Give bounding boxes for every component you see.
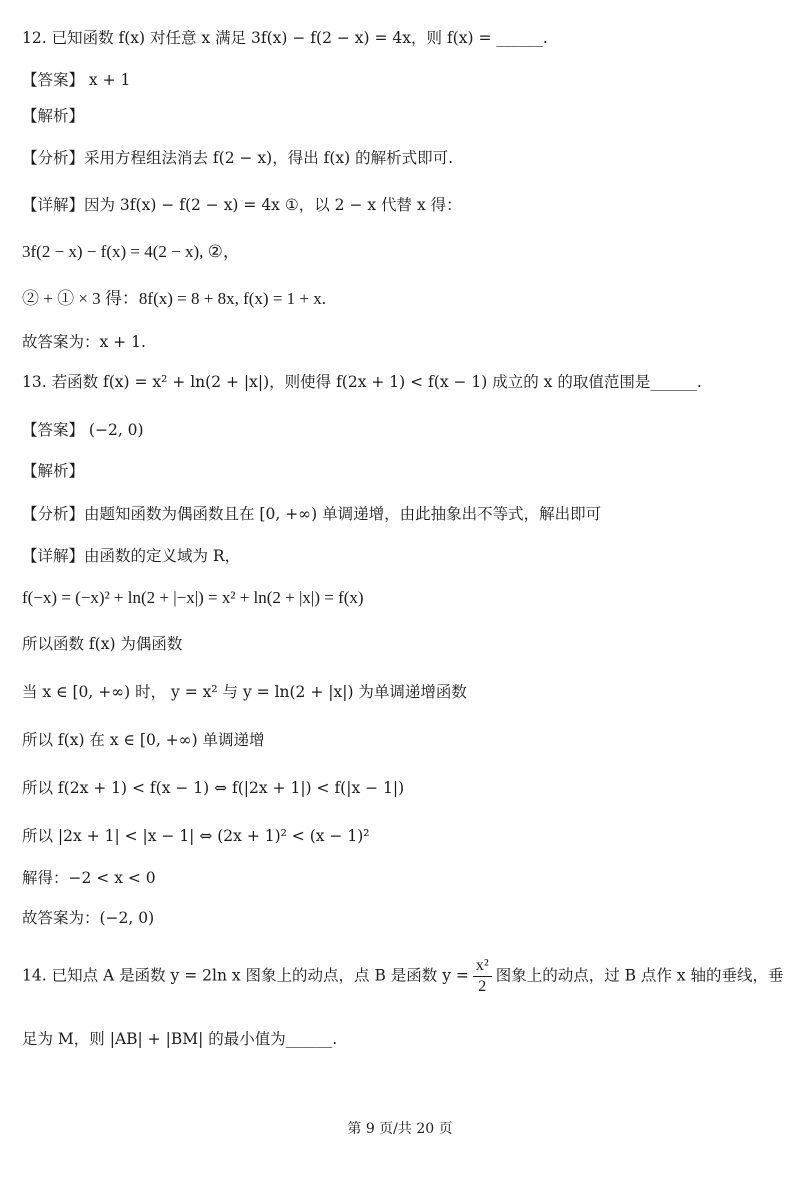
p12-final: 故答案为：x + 1. — [22, 333, 146, 351]
p13-step5: 所以 f(2x + 1) < f(x − 1) ⇔ f(|2x + 1|) < f(|x − 1|) — [22, 779, 405, 797]
p13-step4: 所以 f(x) 在 x ∈ [0, +∞) 单调递增 — [22, 731, 265, 749]
p13-question: 13. 若函数 f(x) = x² + ln(2 + |x|)，则使得 f(2x + 1) < f(x − 1) 成立的 x 的取值范围是______. — [22, 373, 702, 391]
p13-step7: 解得：−2 < x < 0 — [22, 869, 156, 887]
p13-detail: 【详解】由函数的定义域为 R， — [22, 547, 241, 565]
p12-analysis: 【分析】采用方程组法消去 f(2 − x)，得出 f(x) 的解析式即可. — [22, 149, 454, 167]
p12-detail: 【详解】因为 3f(x) − f(2 − x) = 4x ①，以 2 − x 代替 x 得： — [22, 196, 462, 214]
p12-step1: 3f(2 − x) − f(x) = 4(2 − x), ②， — [22, 242, 240, 261]
p12-answer: 【答案】 x + 1 — [22, 71, 131, 89]
p13-step3: 当 x ∈ [0, +∞) 时， y = x² 与 y = ln(2 + |x|) 为单调递增函数 — [22, 683, 467, 701]
p14-frac-numerator: x² — [473, 956, 492, 977]
p14-question-line1 — [22, 956, 784, 997]
p12-step2: ② + ① × 3 得：8f(x) = 8 + 8x, f(x) = 1 + x. — [22, 289, 326, 308]
p14-question-line2: 足为 M，则 |AB| + |BM| 的最小值为______. — [22, 1030, 338, 1048]
p13-step1: f(−x) = (−x)² + ln(2 + |−x|) = x² + ln(2 + |x|) = f(x) — [22, 588, 364, 607]
p12-jiexi-label: 【解析】 — [22, 107, 85, 125]
p13-answer: 【答案】 (−2, 0) — [22, 421, 144, 439]
p13-step6: 所以 |2x + 1| < |x − 1| ⇔ (2x + 1)² < (x − 1)² — [22, 827, 370, 845]
page-footer: 第 9 页/共 20 页 — [347, 1121, 453, 1137]
p14-question-part2: 图象上的动点，过 B 点作 x 轴的垂线，垂 — [495, 966, 784, 985]
p13-step2: 所以函数 f(x) 为偶函数 — [22, 635, 183, 653]
p13-final: 故答案为：(−2, 0) — [22, 909, 155, 927]
p13-analysis: 【分析】由题知函数为偶函数且在 [0, +∞) 单调递增，由此抽象出不等式，解出即可 — [22, 505, 602, 523]
p13-jiexi-label: 【解析】 — [22, 462, 85, 480]
p14-frac-denominator: 2 — [478, 978, 487, 995]
p14-fraction — [473, 956, 492, 997]
p12-question: 12. 已知函数 f(x) 对任意 x 满足 3f(x) − f(2 − x) = 4x，则 f(x) = ______. — [22, 29, 548, 47]
p14-question-part1: 14. 已知点 A 是函数 y = 2ln x 图象上的动点，点 B 是函数 y = — [22, 966, 469, 985]
